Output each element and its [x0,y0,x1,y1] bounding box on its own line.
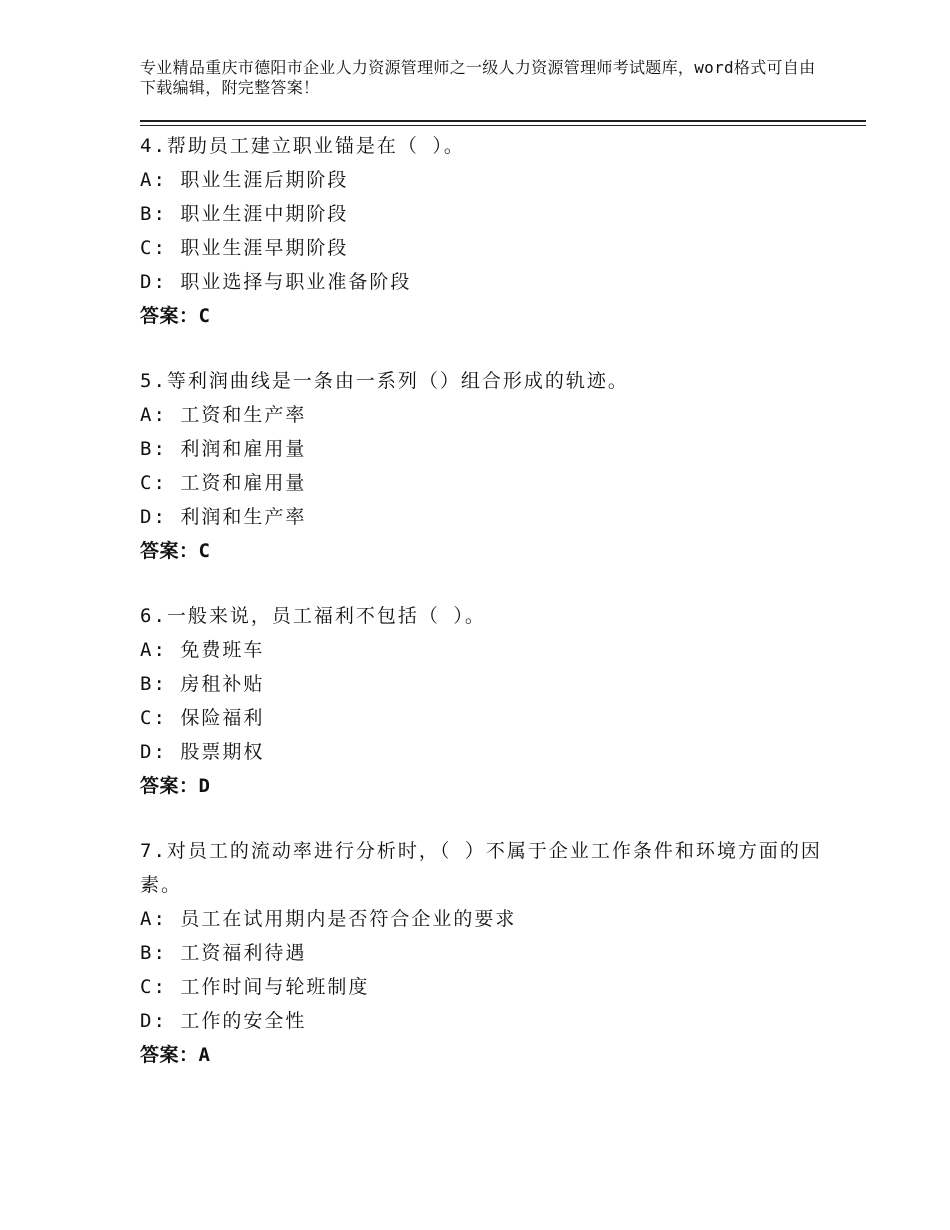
question-list [140,129,830,1103]
option-a: A: 员工在试用期内是否符合企业的要求 [140,908,517,930]
question-7 [140,834,830,1072]
option-c: C: 职业生涯早期阶段 [140,237,349,259]
option-d: D: 职业选择与职业准备阶段 [140,271,412,293]
question-text: 6.一般来说，员工福利不包括（ ）。 [140,605,486,627]
question-text: 4.帮助员工建立职业锚是在（ ）。 [140,135,465,157]
document-header: 专业精品重庆市德阳市企业人力资源管理师之一级人力资源管理师考试题库，word格式可自由下载编辑，附完整答案！ [140,58,816,97]
answer-value: A [198,1044,211,1066]
answer-line [140,769,830,803]
option-d: D: 工作的安全性 [140,1010,307,1032]
option-c: C: 保险福利 [140,707,265,729]
option-b: B: 房租补贴 [140,673,265,695]
option-a: A: 免费班车 [140,639,265,661]
answer-line [140,534,830,568]
answer-value: C [198,540,211,562]
option-c: C: 工作时间与轮班制度 [140,976,370,998]
question-4 [140,129,830,333]
answer-line [140,299,830,333]
answer-label: 答案： [140,540,199,562]
answer-label: 答案： [140,305,199,327]
answer-line [140,1038,830,1072]
question-6 [140,599,830,803]
question-5 [140,364,830,568]
option-b: B: 利润和雇用量 [140,438,307,460]
option-b: B: 职业生涯中期阶段 [140,203,349,225]
question-text: 5.等利润曲线是一条由一系列（）组合形成的轨迹。 [140,370,629,392]
option-d: D: 利润和生产率 [140,506,307,528]
answer-label: 答案： [140,1044,199,1066]
option-a: A: 职业生涯后期阶段 [140,169,349,191]
option-a: A: 工资和生产率 [140,404,307,426]
answer-value: C [198,305,211,327]
answer-label: 答案： [140,775,199,797]
header-rule-thin [140,125,866,126]
header-rule-thick [140,120,866,122]
question-text: 7.对员工的流动率进行分析时，（ ）不属于企业工作条件和环境方面的因素。 [140,840,822,896]
answer-value: D [198,775,211,797]
option-b: B: 工资福利待遇 [140,942,307,964]
option-c: C: 工资和雇用量 [140,472,307,494]
option-d: D: 股票期权 [140,741,265,763]
